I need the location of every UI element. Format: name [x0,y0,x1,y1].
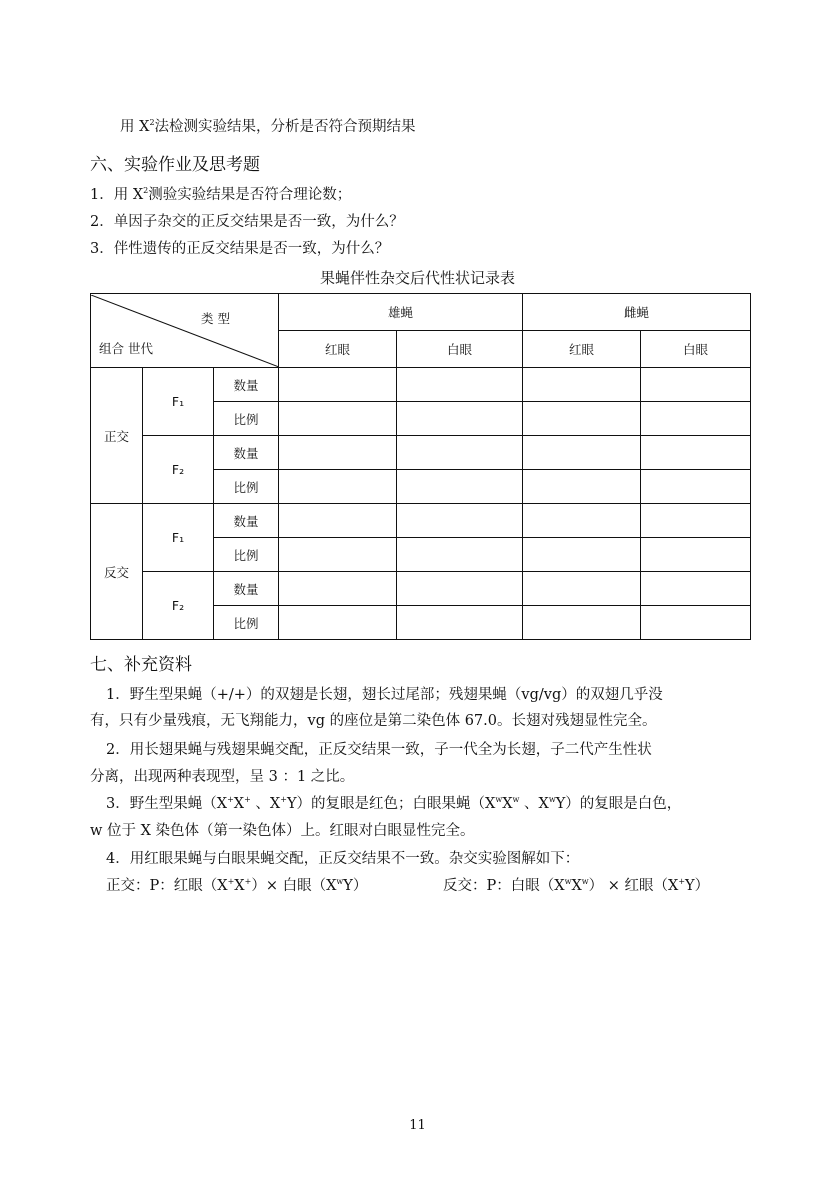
ratio-label: 比例 [214,606,279,640]
ratio-label: 比例 [214,470,279,504]
cross-reverse [443,877,709,895]
allele-superscript: + [244,877,252,886]
p3-text: Y）的复眼是红色；白眼果蝇（X [286,796,496,812]
data-cell[interactable] [397,504,523,538]
female-red-eye-header: 红眼 [523,331,641,368]
data-cell[interactable] [279,402,397,436]
data-cell[interactable] [523,402,641,436]
cross-text: X [571,878,582,894]
data-cell[interactable] [523,470,641,504]
corner-header-cell [91,294,279,368]
reverse-f2-label: F₂ [143,572,214,640]
q1-sup: 2 [143,186,149,195]
reverse-cross-label: 反交 [91,504,143,640]
data-cell[interactable] [641,606,751,640]
allele-superscript: + [280,795,287,804]
data-cell[interactable] [397,470,523,504]
ratio-label: 比例 [214,402,279,436]
record-table [90,293,751,640]
question-1 [90,186,351,204]
data-cell[interactable] [397,402,523,436]
data-cell[interactable] [641,504,751,538]
data-cell[interactable] [523,606,641,640]
p3-text: 3．野生型果蝇（X [106,796,228,812]
data-cell[interactable] [523,572,641,606]
forward-f1-label: F₁ [143,368,214,436]
data-cell[interactable] [641,402,751,436]
female-header: 雌蝇 [523,294,751,331]
section6-title: 六、实验作业及思考题 [90,155,260,175]
para3-line2: w 位于 X 染色体（第一染色体）上。红眼对白眼显性完全。 [90,823,475,839]
data-cell[interactable] [523,436,641,470]
para1-line2: 有，只有少量残痕，无飞翔能力，vg 的座位是第二染色体 67.0。长翅对残翅显性完全。 [90,713,657,729]
allele-superscript: w [548,795,556,804]
data-cell[interactable] [523,368,641,402]
p3-text: 、X [519,796,549,812]
allele-superscript: + [227,795,234,804]
para3-line1 [106,795,681,813]
cross-text: 正交：P：红眼（X [106,878,228,894]
intro-line [120,118,416,136]
data-cell[interactable] [279,606,397,640]
data-cell[interactable] [397,572,523,606]
cross-text: 反交：P：白眼（X [443,878,565,894]
cross-text: Y） [343,878,368,894]
intro-text-pre: 用 X [120,119,150,135]
data-cell[interactable] [641,368,751,402]
question-2: 2．单因子杂交的正反交结果是否一致，为什么？ [90,214,404,230]
p3-text: Y）的复眼是白色， [555,796,682,812]
data-cell[interactable] [279,504,397,538]
male-header: 雄蝇 [279,294,523,331]
cross-text: ） × 红眼（X [588,878,679,894]
para1-line1: 1．野生型果蝇（+/+）的双翅是长翅，翅长过尾部；残翅果蝇（vg/vg）的双翅几乎没 [106,687,663,703]
data-cell[interactable] [523,504,641,538]
male-white-eye-header: 白眼 [397,331,523,368]
q1-post: 测验实验结果是否符合理论数； [148,187,352,203]
cross-text: Y） [685,878,710,894]
data-cell[interactable] [397,538,523,572]
count-label: 数量 [214,572,279,606]
female-white-eye-header: 白眼 [641,331,751,368]
data-cell[interactable] [397,368,523,402]
para4-line1: 4．用红眼果蝇与白眼果蝇交配，正反交结果不一致。杂交实验图解如下： [106,851,580,867]
count-label: 数量 [214,504,279,538]
count-label: 数量 [214,368,279,402]
data-cell[interactable] [641,436,751,470]
forward-cross-label: 正交 [91,368,143,504]
data-cell[interactable] [641,572,751,606]
corner-combo-label: 组合 世代 [99,340,153,356]
allele-superscript: w [581,877,589,886]
allele-superscript: w [564,877,572,886]
male-red-eye-header: 红眼 [279,331,397,368]
intro-text-post: 法检测实验结果，分析是否符合预期结果 [154,119,416,135]
p3-text: X [502,796,513,812]
chi-square-superscript: 2 [149,118,155,127]
table-caption: 果蝇伴性杂交后代性状记录表 [319,269,515,287]
corner-type-label: 类 型 [201,310,230,326]
data-cell[interactable] [397,436,523,470]
data-cell[interactable] [641,470,751,504]
allele-superscript: w [495,795,503,804]
forward-f2-label: F₂ [143,436,214,504]
allele-superscript: w [336,877,344,886]
data-cell[interactable] [279,470,397,504]
allele-superscript: + [244,795,251,804]
data-cell[interactable] [523,538,641,572]
data-cell[interactable] [641,538,751,572]
cross-text: X [234,878,245,894]
para2-line2: 分离，出现两种表现型，呈 3 ：1 之比。 [90,769,355,785]
question-3: 3．伴性遗传的正反交结果是否一致，为什么？ [90,241,390,257]
allele-superscript: w [512,795,520,804]
section7-title: 七、补充资料 [90,655,192,675]
allele-superscript: + [227,877,235,886]
data-cell[interactable] [279,572,397,606]
data-cell[interactable] [279,436,397,470]
p3-text: 、X [250,796,281,812]
allele-superscript: + [678,877,686,886]
data-cell[interactable] [279,368,397,402]
para2-line1: 2．用长翅果蝇与残翅果蝇交配，正反交结果一致，子一代全为长翅，子二代产生性状 [106,742,652,758]
cross-text: ）× 白眼（X [251,878,337,894]
data-cell[interactable] [279,538,397,572]
cross-forward [106,877,367,895]
p3-text: X [233,796,245,812]
page-number: 11 [409,1118,426,1133]
reverse-f1-label: F₁ [143,504,214,572]
q1-pre: 1．用 X [90,187,144,203]
count-label: 数量 [214,436,279,470]
ratio-label: 比例 [214,538,279,572]
data-cell[interactable] [397,606,523,640]
